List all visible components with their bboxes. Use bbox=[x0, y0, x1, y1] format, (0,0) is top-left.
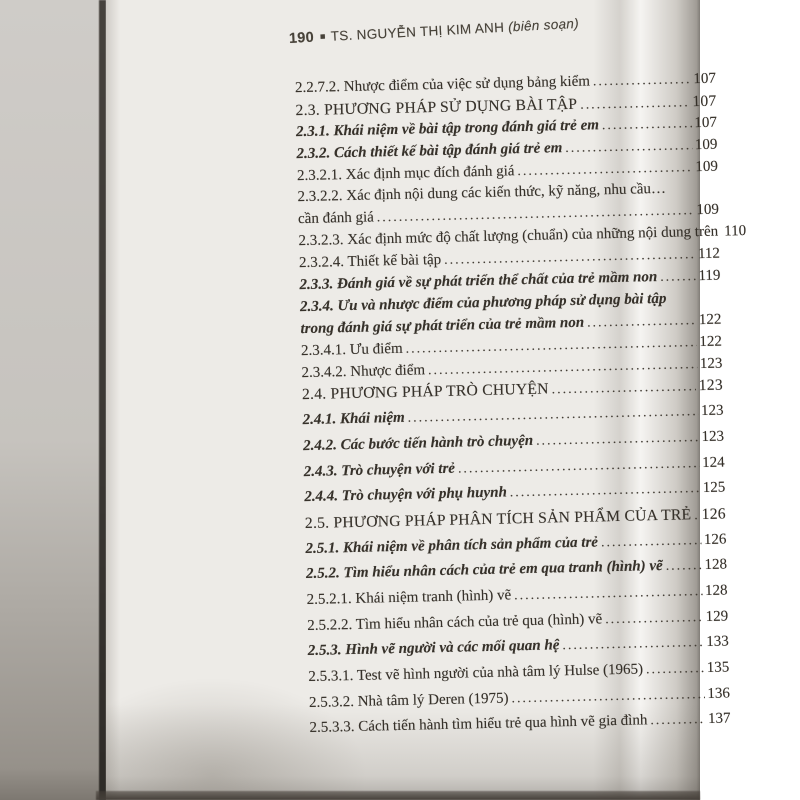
toc-entry-page: 137 bbox=[707, 710, 731, 728]
toc-entry-page: 122 bbox=[698, 311, 722, 328]
toc-entry-page: 128 bbox=[704, 556, 728, 574]
toc-entry-page: 126 bbox=[703, 531, 727, 548]
toc-entry-page: 125 bbox=[702, 479, 726, 497]
toc-entry-label: cần đánh giá bbox=[297, 209, 375, 228]
book-spine-edge bbox=[99, 0, 106, 800]
toc-entry-page: 124 bbox=[701, 454, 725, 471]
toc-entry-label: trong đánh giá sự phát triển của trẻ mầm non bbox=[300, 314, 585, 337]
toc-leader-dots bbox=[517, 159, 692, 179]
toc-leader-dots bbox=[605, 609, 703, 627]
toc-entry-page: 107 bbox=[692, 92, 717, 111]
toc-entry-label: 2.4.1. Khái niệm bbox=[302, 409, 405, 429]
toc-entry-label: 2.3.4.2. Nhược điểm bbox=[301, 361, 426, 381]
toc-entry-label: 2.3.1. Khái niệm về bài tập trong đánh giá trẻ em bbox=[295, 117, 600, 140]
toc-entry-label: 2.3.2.2. Xác định nội dung các kiến thức, kỹ năng, nhu cầu… bbox=[297, 181, 667, 206]
toc-entry-label: 2.2.7.2. Nhược điểm của việc sử dụng bảng kiểm bbox=[294, 73, 591, 97]
toc-entry-label: 2.3. PHƯƠNG PHÁP SỬ DỤNG BÀI TẬP bbox=[295, 95, 578, 120]
toc-entry-page: 109 bbox=[696, 201, 720, 219]
toc-entry-label: 2.4.3. Trò chuyện với trẻ bbox=[303, 460, 456, 480]
toc-leader-dots bbox=[694, 507, 699, 523]
toc-entry-page: 123 bbox=[698, 377, 724, 395]
toc-entry-page: 135 bbox=[706, 659, 730, 677]
page-header bbox=[289, 14, 619, 47]
toc-leader-dots bbox=[580, 94, 689, 112]
toc-entry-label: 2.5.2.1. Khái niệm tranh (hình) vẽ bbox=[306, 587, 512, 609]
toc-leader-dots bbox=[660, 268, 696, 285]
toc-leader-dots bbox=[646, 660, 704, 677]
toc-entry-label: 2.5.2.2. Tìm hiểu nhân cách của trẻ qua (hình) vẽ bbox=[307, 610, 603, 634]
toc-leader-dots bbox=[511, 686, 704, 706]
toc-entry-label: 2.4. PHƯƠNG PHÁP TRÒ CHUYỆN bbox=[301, 380, 549, 404]
toc-leader-dots bbox=[650, 711, 705, 728]
toc-entry-page: 107 bbox=[693, 70, 717, 88]
toc-entry-page: 109 bbox=[695, 158, 719, 175]
toc-entry-label: 2.4.2. Các bước tiến hành trò chuyện bbox=[303, 432, 534, 454]
toc-leader-dots bbox=[536, 429, 699, 449]
toc-entry-page: 122 bbox=[699, 333, 723, 350]
toc-leader-dots bbox=[593, 71, 691, 89]
toc-entry-label: 2.5.1. Khái niệm về phân tích sản phẩm của trẻ bbox=[305, 534, 599, 557]
toc-entry-page: 133 bbox=[706, 633, 729, 651]
header-bullet-icon: ■ bbox=[319, 31, 327, 42]
toc-entry-label: 2.3.2.3. Xác định mức độ chất lượng (chuẩn) của những nội dung trên bbox=[298, 223, 719, 250]
toc-entry-label: 2.5.3.3. Cách tiến hành tìm hiểu trẻ qua hình vẽ gia đình bbox=[309, 712, 648, 737]
toc-leader-dots bbox=[565, 137, 692, 156]
toc-entry-page: 107 bbox=[694, 114, 718, 131]
toc-entry-label: 2.3.4.1. Ưu điểm bbox=[300, 340, 403, 359]
toc-entry-label: 2.3.3. Đánh giá về sự phát triển thể chất của trẻ mầm non bbox=[299, 269, 658, 294]
table-of-contents bbox=[294, 70, 747, 746]
toc-entry-label: 2.5. PHƯƠNG PHÁP PHÂN TÍCH SẢN PHẨM CỦA TRẺ bbox=[304, 506, 692, 532]
toc-entry-label: 2.4.4. Trò chuyện với phụ huynh bbox=[304, 484, 508, 506]
toc-entry-label: 2.5.3.2. Nhà tâm lý Deren (1975) bbox=[308, 690, 509, 711]
toc-entry-label: 2.3.4. Ưu và nhược điểm của phương pháp sử dụng bài tập bbox=[299, 290, 667, 316]
toc-entry-page: 112 bbox=[697, 245, 721, 263]
toc-entry-label: 2.5.2. Tìm hiểu nhân cách của trẻ em qua tranh (hình) vẽ bbox=[305, 558, 663, 583]
toc-entry-page: 110 bbox=[723, 223, 747, 240]
toc-entry-page: 123 bbox=[701, 428, 725, 445]
book-page bbox=[106, 0, 747, 800]
toc-leader-dots bbox=[601, 532, 701, 550]
toc-entry-page: 109 bbox=[694, 136, 718, 153]
toc-entry-page: 119 bbox=[698, 267, 721, 285]
toc-leader-dots bbox=[562, 634, 703, 653]
toc-leader-dots bbox=[602, 115, 692, 133]
toc-entry-label: 2.5.3.1. Test vẽ hình người của nhà tâm lý Hulse (1965) bbox=[308, 661, 644, 686]
book-page-number: 190 bbox=[288, 29, 315, 47]
toc-leader-dots bbox=[587, 312, 696, 330]
toc-entry-page: 123 bbox=[700, 402, 724, 420]
book-author: TS. NGUYỄN THỊ KIM ANH bbox=[330, 19, 505, 44]
book-author-role: (biên soạn) bbox=[507, 15, 580, 35]
toc-entry-label: 2.3.2.1. Xác định mục đích đánh giá bbox=[296, 162, 515, 184]
toc-leader-dots bbox=[514, 583, 702, 603]
toc-entry-page: 136 bbox=[707, 685, 731, 702]
toc-entry-page: 126 bbox=[701, 505, 727, 523]
toc-leader-dots bbox=[666, 557, 702, 574]
toc-entry-page: 123 bbox=[699, 355, 723, 372]
toc-leader-dots bbox=[552, 379, 696, 398]
toc-entry-label: 2.3.2. Cách thiết kế bài tập đánh giá trẻ em bbox=[296, 139, 563, 162]
book-bottom-edge bbox=[96, 791, 700, 800]
toc-leader-dots bbox=[510, 480, 700, 500]
toc-entry-page: 129 bbox=[705, 608, 729, 625]
toc-entry-label: 2.5.3. Hình vẽ người và các mối quan hệ bbox=[307, 637, 560, 660]
toc-entry-page: 128 bbox=[704, 582, 728, 599]
toc-entry-label: 2.3.2.4. Thiết kế bài tập bbox=[298, 252, 442, 272]
